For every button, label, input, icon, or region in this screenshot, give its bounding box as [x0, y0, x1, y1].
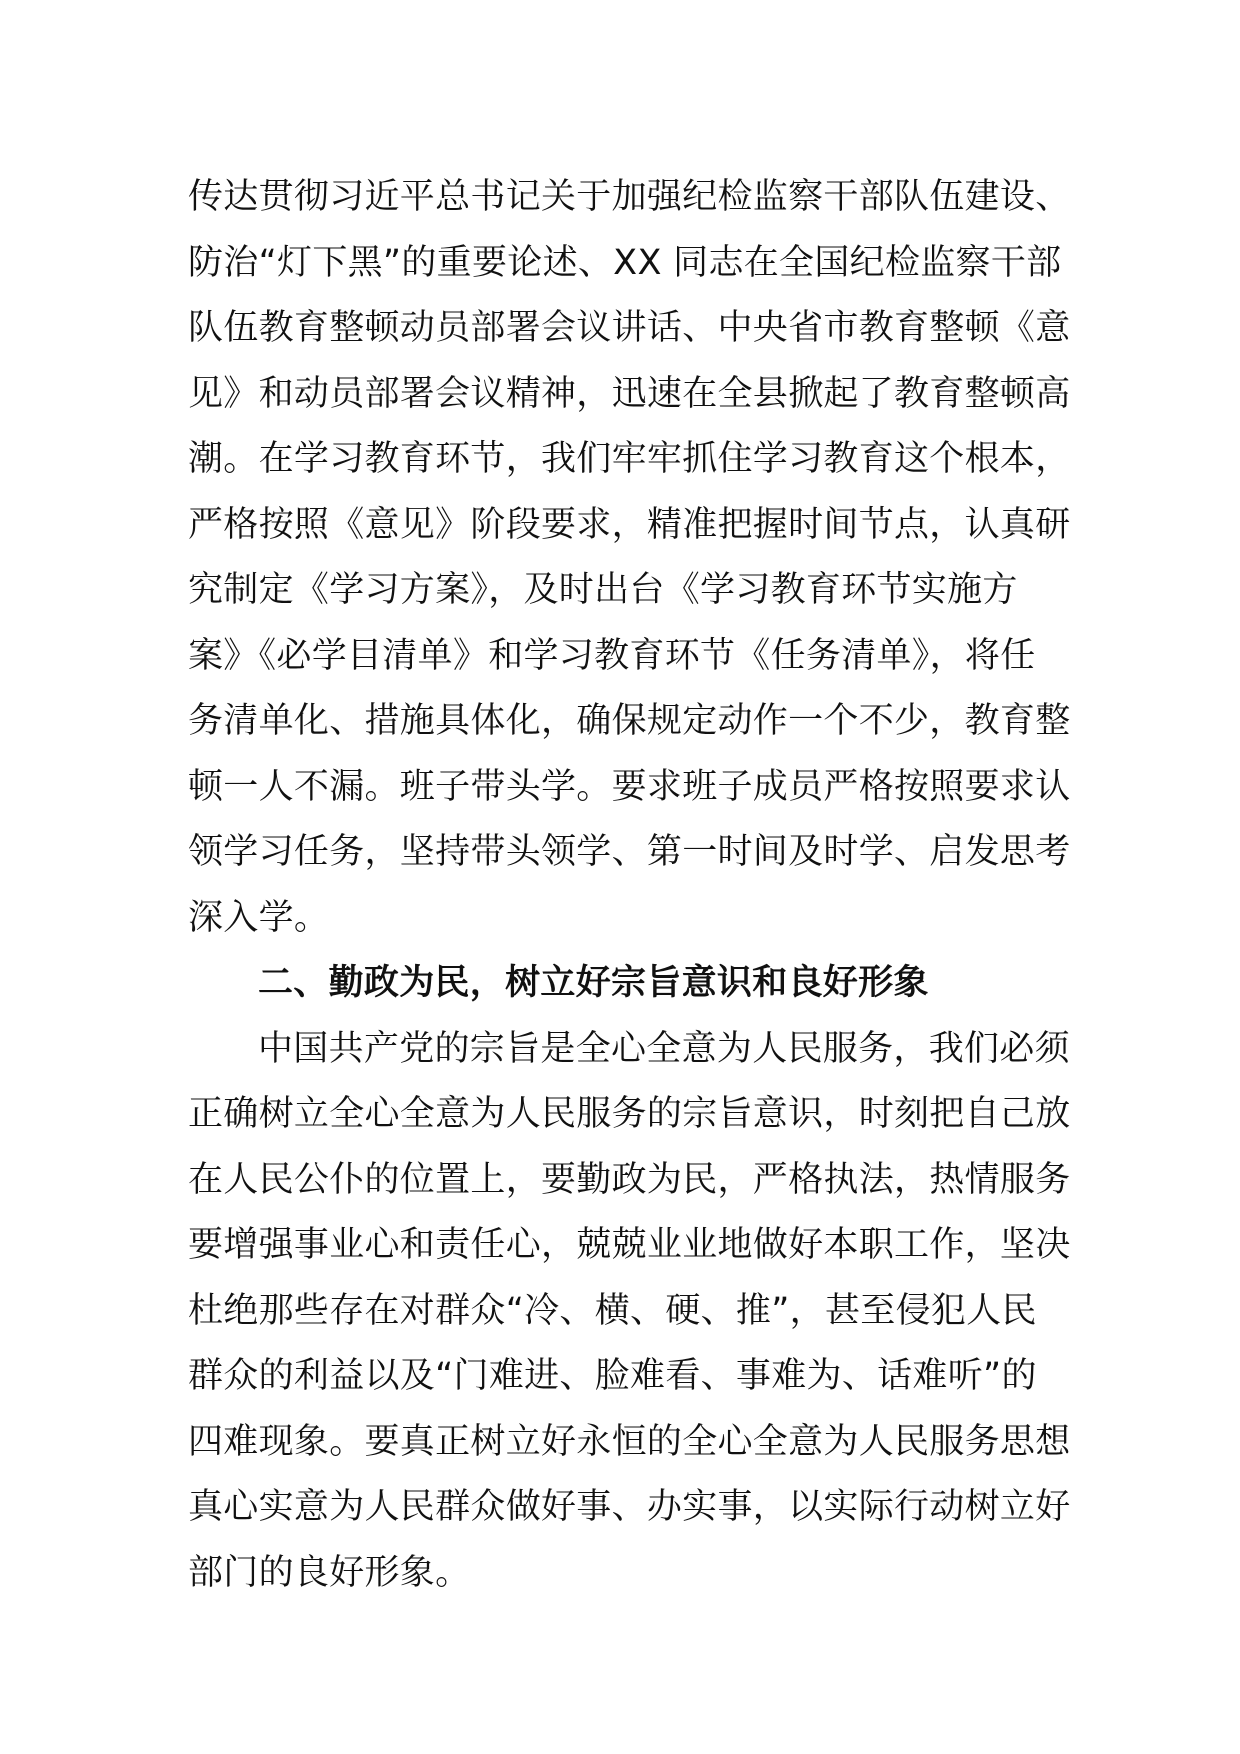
text-line: 领学习任务，坚持带头领学、第一时间及时学、启发思考: [188, 832, 1071, 872]
text-line: 在人民公仆的位置上，要勤政为民，严格执法，热情服务: [188, 1159, 1071, 1200]
text-line: 防治“灯下黑”的重要论述、XX 同志在全国纪检监察干部: [188, 242, 1062, 283]
section-heading: 二、勤政为民，树立好宗旨意识和良好形象: [258, 963, 929, 1003]
text-line: 部门的良好形象。: [188, 1552, 471, 1593]
text-line: 深入学。: [188, 897, 330, 938]
text-line: 杜绝那些存在对群众“冷、横、硬、推”，甚至侵犯人民: [188, 1290, 1037, 1331]
text-line: 中国共产党的宗旨是全心全意为人民服务，我们必须: [258, 1028, 1070, 1069]
text-line: 务清单化、措施具体化，确保规定动作一个不少，教育整: [188, 701, 1071, 741]
text-line: 正确树立全心全意为人民服务的宗旨意识，时刻把自己放: [188, 1094, 1071, 1134]
text-line: 队伍教育整顿动员部署会议讲话、中央省市教育整顿《意: [188, 308, 1071, 348]
text-line: 顿一人不漏。班子带头学。要求班子成员严格按照要求认: [188, 766, 1071, 807]
text-line: 要增强事业心和责任心，兢兢业业地做好本职工作，坚决: [188, 1225, 1071, 1265]
text-line: 传达贯彻习近平总书记关于加强纪检监察干部队伍建设、: [188, 177, 1071, 217]
text-line: 群众的利益以及“门难进、脸难看、事难为、话难听”的: [188, 1356, 1037, 1396]
text-line: 四难现象。要真正树立好永恒的全心全意为人民服务思想: [188, 1421, 1071, 1462]
text-line: 真心实意为人民群众做好事、办实事，以实际行动树立好: [188, 1487, 1071, 1527]
text-line: 见》和动员部署会议精神，迅速在全县掀起了教育整顿高: [188, 373, 1071, 414]
document-body: [188, 165, 1071, 1606]
text-line: 究制定《学习方案》，及时出台《学习教育环节实施方: [188, 570, 1018, 610]
text-line: 潮。在学习教育环节，我们牢牢抓住学习教育这个根本，: [188, 439, 1071, 479]
text-line: 严格按照《意见》阶段要求，精准把握时间节点，认真研: [188, 504, 1071, 545]
paragraph-2: [188, 1017, 1071, 1607]
paragraph-1: [188, 165, 1071, 951]
text-line: 案》《必学目清单》和学习教育环节《任务清单》，将任: [188, 635, 1036, 676]
